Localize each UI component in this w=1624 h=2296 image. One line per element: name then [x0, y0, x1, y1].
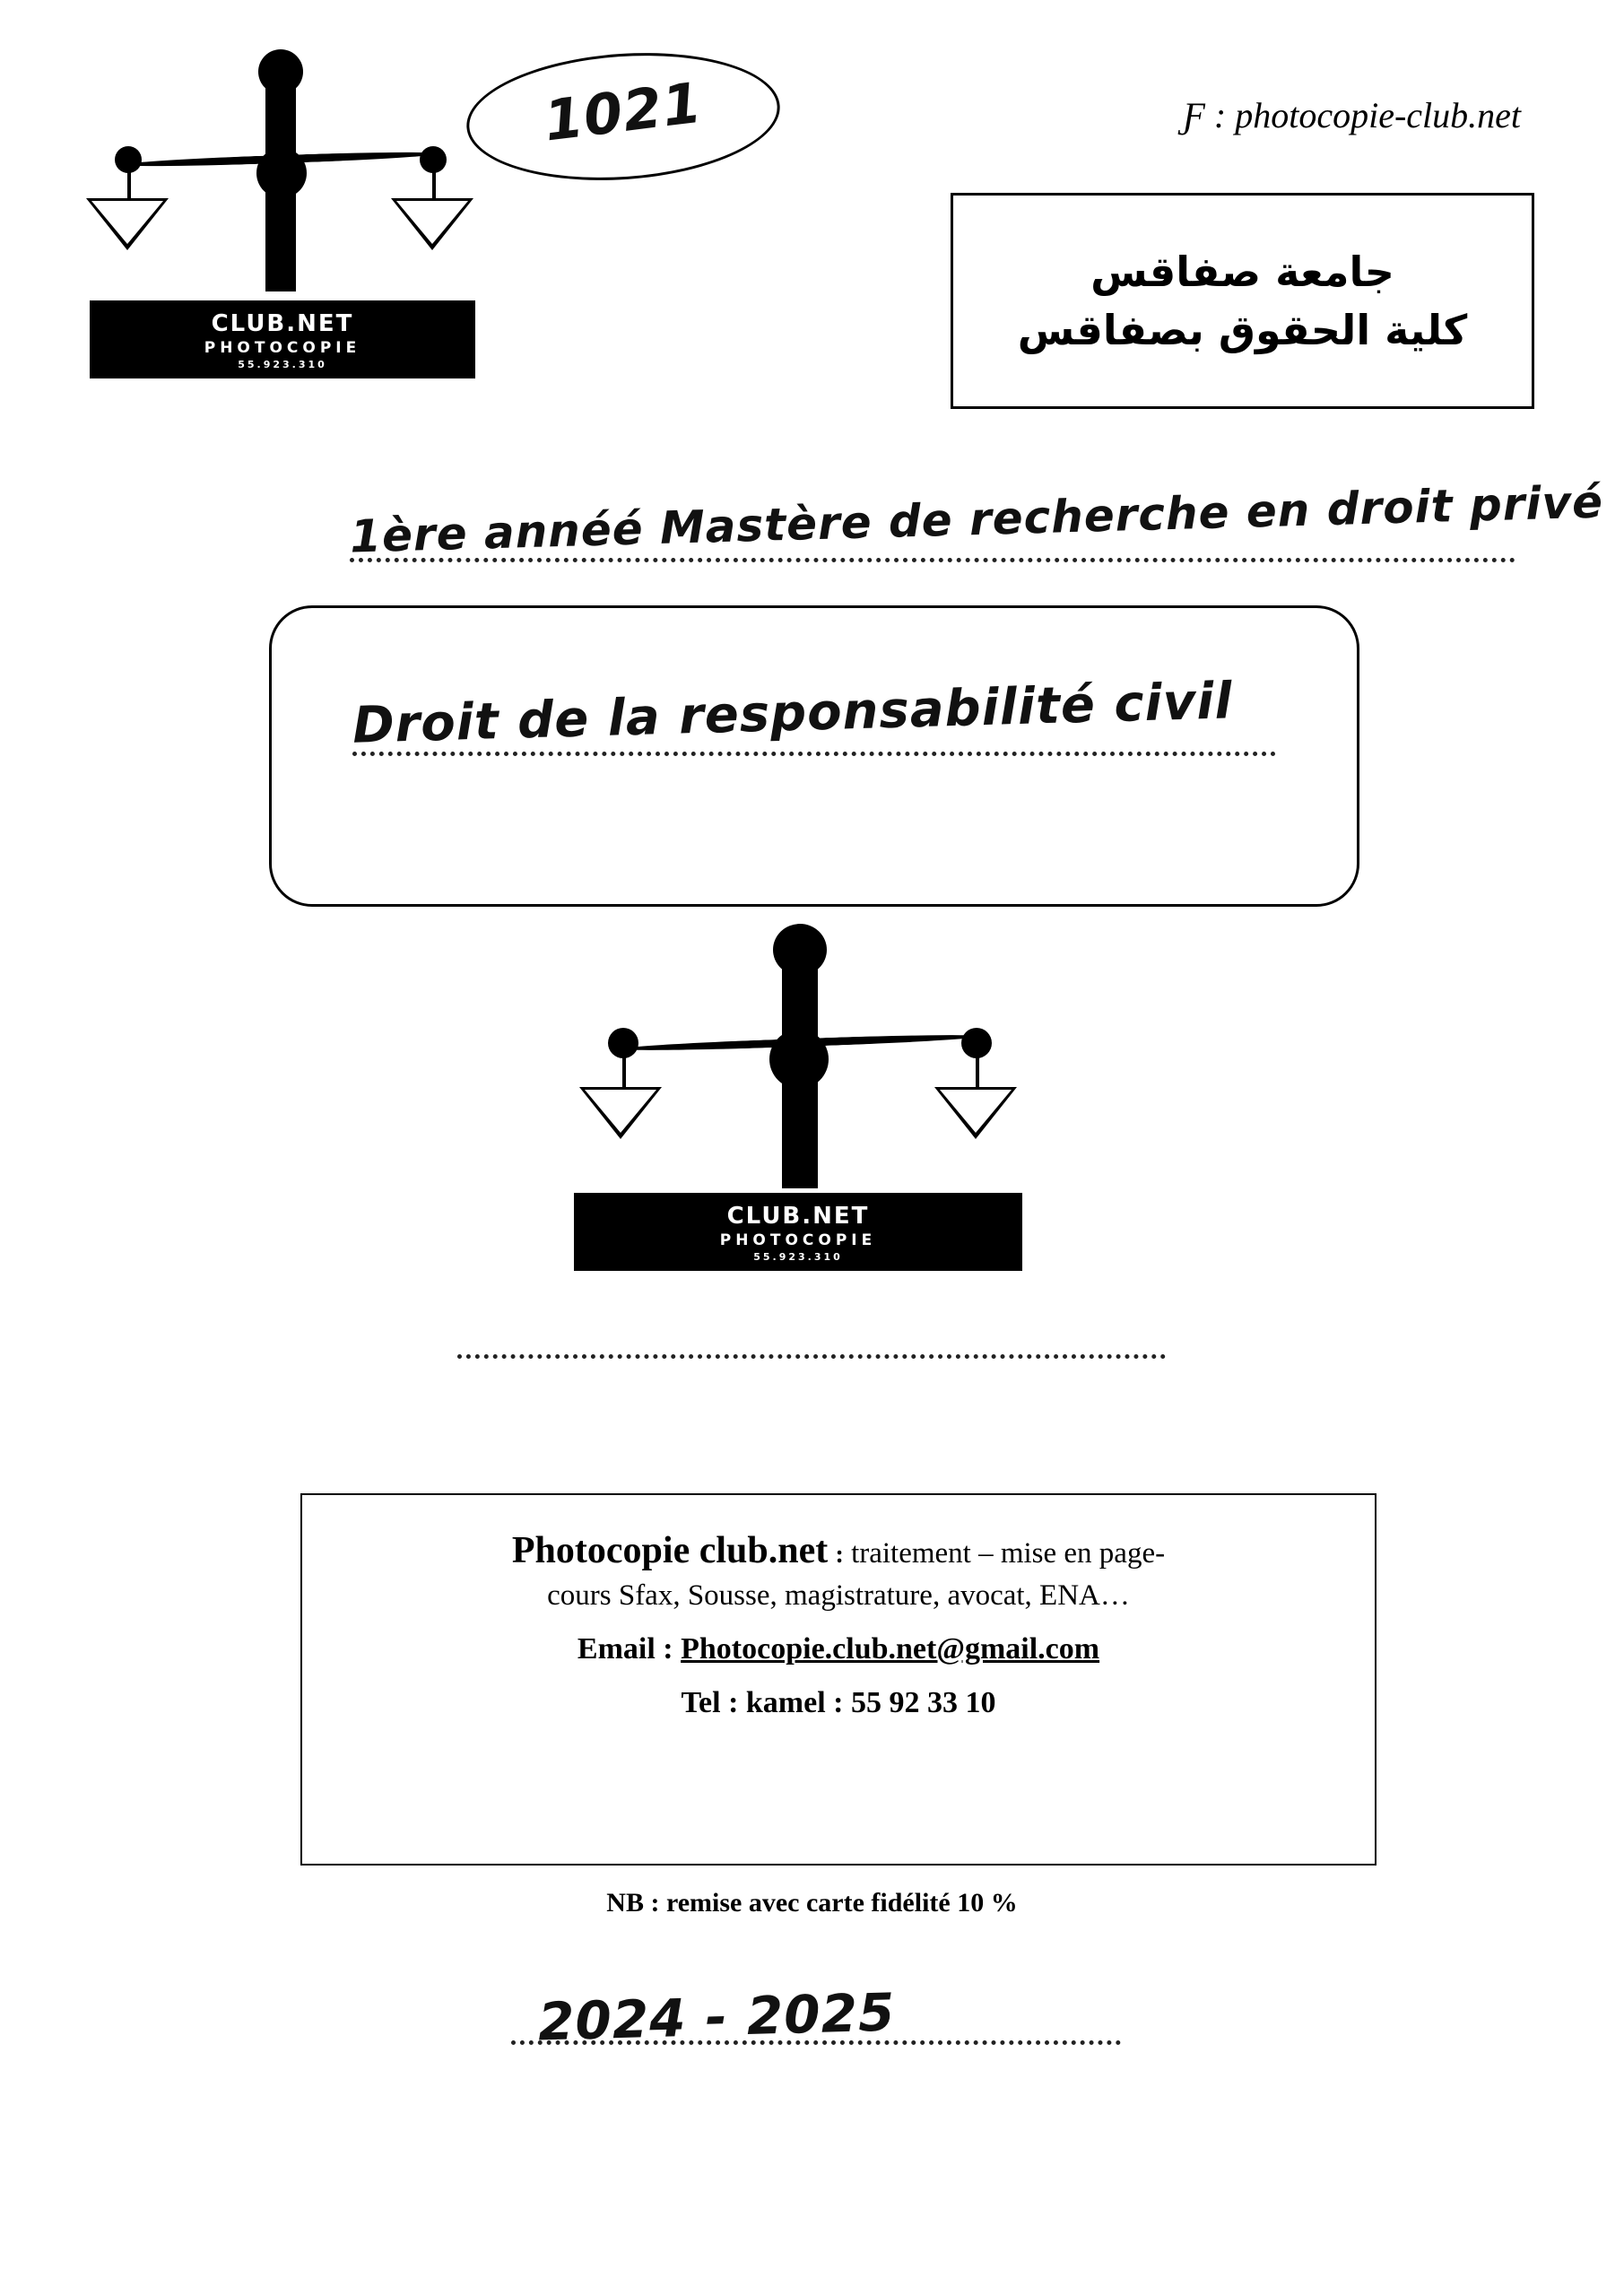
- logo-name: CLUB.NET: [211, 310, 354, 337]
- university-box: [951, 193, 1534, 409]
- reference-number: 1021: [540, 69, 707, 154]
- logo-banner: [574, 1193, 1022, 1271]
- services-line-2: cours Sfax, Sousse, magistrature, avocat, ENA…: [547, 1579, 1130, 1612]
- subject-dotted-line: [352, 752, 1276, 756]
- university-name: جامعة صفاقس: [1090, 247, 1394, 296]
- email-address[interactable]: Photocopie.club.net@gmail.com: [681, 1632, 1100, 1665]
- year-handwritten-text: 2024 - 2025: [537, 1981, 897, 2053]
- subject-box: [269, 605, 1359, 907]
- academic-year-field: [511, 1981, 1121, 2053]
- brand-name: Photocopie club.net: [511, 1530, 829, 1571]
- faculty-name: كلية الحقوق بصفاقس: [1017, 305, 1468, 354]
- blank-dotted-line: [457, 1354, 1166, 1359]
- facebook-page-line: Ƒ : photocopie-club.net: [1183, 95, 1521, 135]
- subject-handwritten-text: Droit de la responsabilité civil: [352, 672, 1234, 755]
- level-dotted-line: [350, 558, 1515, 562]
- club-net-logo-center: [583, 924, 1013, 1300]
- logo-phone: 55.923.310: [753, 1250, 843, 1263]
- level-handwritten-text: 1ère annéé Mastère de recherche en droit privé: [349, 475, 1604, 563]
- email-line: [302, 1632, 1375, 1666]
- club-net-logo-top: [99, 49, 466, 381]
- brand-colon: :: [835, 1541, 844, 1569]
- reference-number-ellipse: [466, 54, 780, 179]
- brand-line: [302, 1529, 1375, 1572]
- services-line-1: traitement – mise en page-: [851, 1537, 1166, 1570]
- logo-name: CLUB.NET: [726, 1203, 870, 1230]
- telephone-line: Tel : kamel : 55 92 33 10: [681, 1686, 996, 1719]
- logo-banner: [90, 300, 475, 378]
- logo-phone: 55.923.310: [238, 358, 327, 370]
- photocopie-info-box: [300, 1493, 1376, 1866]
- fidelity-note: NB : remise avec carte fidélité 10 %: [606, 1888, 1018, 1918]
- logo-subtitle: PHOTOCOPIE: [204, 338, 361, 357]
- logo-subtitle: PHOTOCOPIE: [719, 1231, 877, 1249]
- level-field: [332, 475, 1604, 574]
- email-label: Email :: [577, 1632, 673, 1665]
